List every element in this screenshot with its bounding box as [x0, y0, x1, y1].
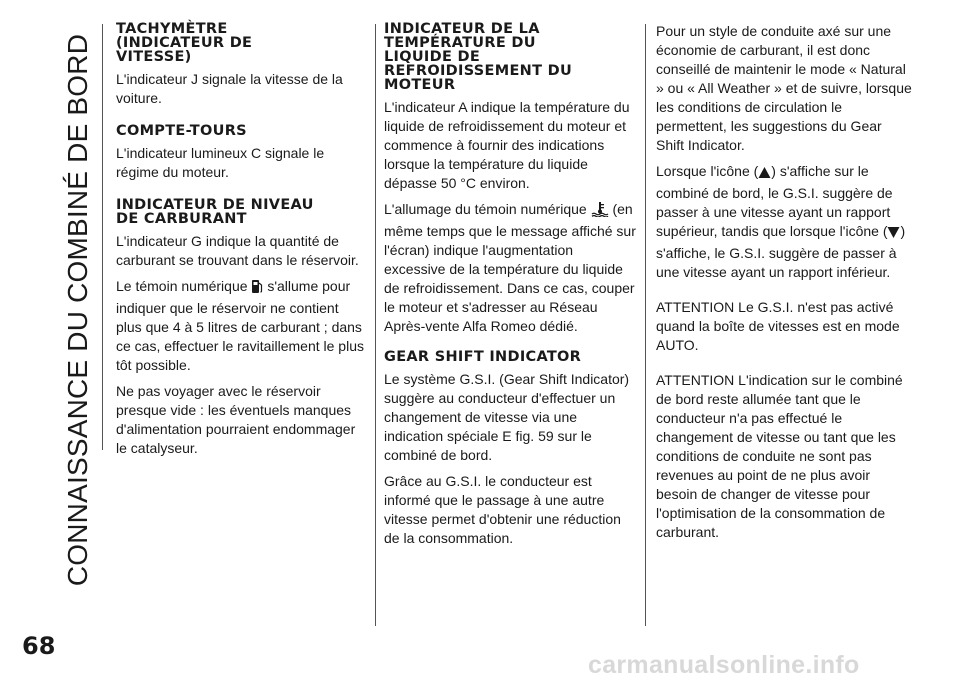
downshift-arrow-icon	[887, 225, 900, 244]
fuel-pump-icon	[251, 278, 263, 299]
column-divider-right	[645, 24, 646, 626]
paragraph-niveau-carburant: L'indicateur G indique la quantité de carburant se trouvant dans le réservoir.	[116, 233, 359, 268]
side-section-title	[58, 30, 98, 590]
gsi-icons-text-c: ) s'affiche, le G.S.I. suggère de passer à une vitesse ayant un rapport inférieur.	[656, 223, 906, 280]
heading-niveau-carburant: INDICATEUR DE NIVEAU DE CARBURANT	[116, 197, 314, 227]
paragraph-gsi-consommation: Grâce au G.S.I. le conducteur est informé que le passage à une autre vitesse permet d'obtenir une réduction de la consommation.	[384, 473, 621, 546]
temoin-temperature-text-a: L'allumage du témoin numérique	[384, 201, 587, 217]
gsi-icons-text-a: Lorsque l'icône (	[656, 163, 759, 179]
paragraph-tachymetre: L'indicateur J signale la vitesse de la voiture.	[116, 71, 343, 106]
paragraph-gsi-system: Le système G.S.I. (Gear Shift Indicator) suggère au conducteur d'effectuer un changement de vitesse via une indication spéciale E fig. 59 sur le combiné de bord.	[384, 371, 630, 463]
paragraph-catalyseur: Ne pas voyager avec le réservoir presque vide : les éventuels manques d'alimentation pourraient endommager le catalyseur.	[116, 383, 356, 456]
column-2	[384, 22, 638, 555]
page-number: 68	[22, 632, 56, 660]
paragraph-style-conduite: Pour un style de conduite axé sur une économie de carburant, il est donc conseillé de maintenir le mode « Natural » ou « All Weather » et de suivre, lorsque les conditions de circulation le permettent, les suggestions du Gear Shift Indicator.	[656, 23, 912, 153]
heading-temperature-liquide: INDICATEUR DE LA TEMPÉRATURE DU LIQUIDE DE REFROIDISSEMENT DU MOTEUR	[384, 21, 573, 93]
heading-gear-shift-indicator: GEAR SHIFT INDICATOR	[384, 349, 582, 365]
watermark-text: carmanualsonline.info	[588, 651, 860, 679]
paragraph-attention-auto: ATTENTION Le G.S.I. n'est pas activé quand la boîte de vitesses est en mode AUTO.	[656, 299, 900, 353]
paragraph-attention-indication: ATTENTION L'indication sur le combiné de bord reste allumée tant que le conducteur n'a pas effectué le changement de vitesse ou tant que les conditions de conduite ne sont pas revenues au point de ne plus avoir besoin de changer de vitesse pour l'optimisation de la consommation de carburant.	[656, 372, 903, 540]
coolant-temperature-icon	[591, 201, 609, 222]
temoin-carburant-text-a: Le témoin numérique	[116, 278, 248, 294]
side-section-title-text: CONNAISSANCE DU COMBINÉ DE BORD	[62, 33, 93, 587]
column-1	[116, 22, 366, 465]
paragraph-temoin-carburant	[116, 277, 366, 375]
heading-compte-tours: COMPTE-TOURS	[116, 123, 247, 139]
temoin-carburant-text-b: s'allume pour indiquer que le réservoir ne contient plus que 4 à 5 litres de carburant ; dans ce cas, effectuer le ravitaillement le plus tôt possible.	[116, 278, 364, 373]
gsi-icons-text-b: ) s'affiche sur le combiné de bord, le G.S.I. suggère de passer à une vitesse ayant un rapport supérieur, tandis que lorsque l'icône (	[656, 163, 893, 239]
paragraph-gsi-icons	[656, 162, 912, 282]
temoin-temperature-text-b: (en même temps que le message affiché sur l'écran) indique l'augmentation excessive de la température du liquide de refroidissement. Dans ce cas, couper le moteur et s'adresser au Réseau Après-vente Alfa Romeo dédié.	[384, 201, 636, 334]
upshift-arrow-icon	[758, 165, 771, 184]
paragraph-temperature-liquide: L'indicateur A indique la température du liquide de refroidissement du moteur et commence à fournir des indications lorsque la température du liquide dépasse 50 °C environ.	[384, 99, 630, 191]
paragraph-compte-tours: L'indicateur lumineux C signale le régime du moteur.	[116, 145, 325, 180]
column-divider-left	[102, 24, 103, 450]
column-divider-middle	[375, 24, 376, 626]
paragraph-temoin-temperature	[384, 200, 638, 336]
column-3	[656, 22, 912, 549]
heading-tachymetre: TACHYMÈTRE (INDICATEUR DE VITESSE)	[116, 21, 253, 65]
